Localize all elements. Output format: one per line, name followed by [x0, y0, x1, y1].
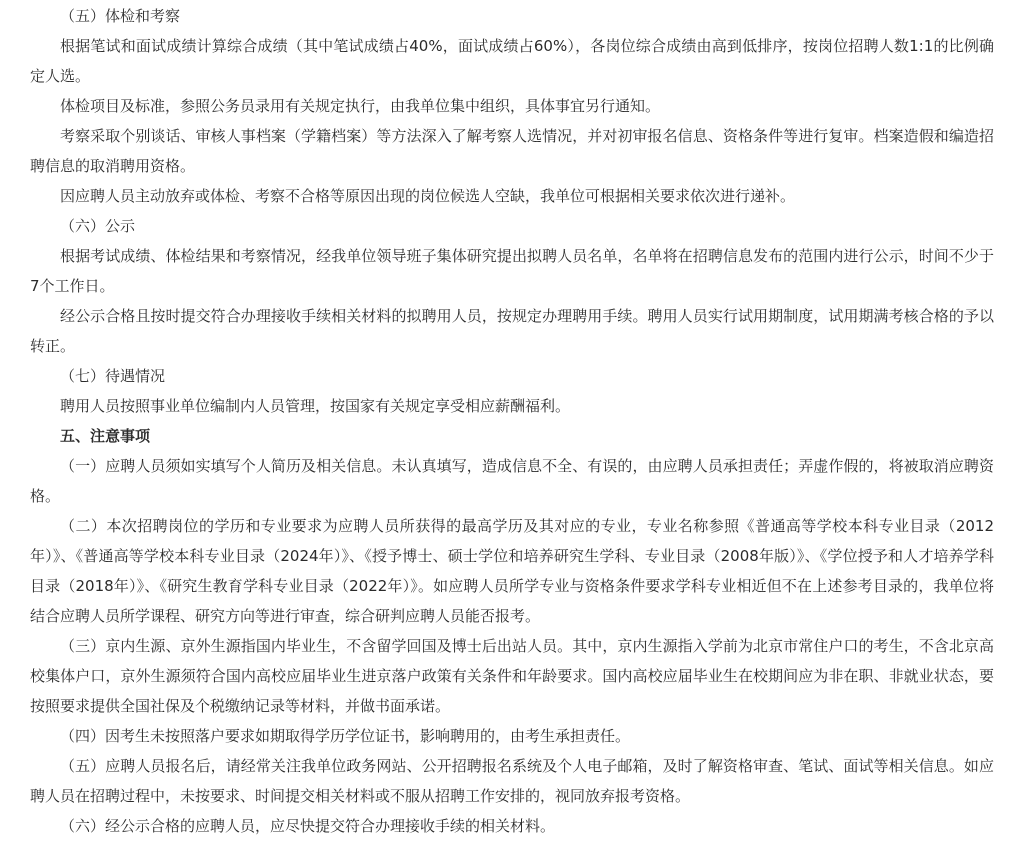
paragraph-note-3: （三）京内生源、京外生源指国内毕业生，不含留学回国及博士后出站人员。其中，京内生源指入学前为北京市常住户口的考生，不含北京高校集体户口，京外生源须符合国内高校应届毕业生进京落户政策有关条件和年龄要求。国内高校应届毕业生在校期间应为非在职、非就业状态，要按照要求提供全国社保及个税缴纳记录等材料，并做书面承诺。: [30, 637, 994, 715]
paragraph-note-6: （六）经公示合格的应聘人员，应尽快提交符合办理接收手续的相关材料。: [60, 817, 556, 835]
paragraph-employment-procedure: 经公示合格且按时提交符合办理接收手续相关材料的拟聘用人员，按规定办理聘用手续。聘用人员实行试用期制度，试用期满考核合格的予以转正。: [30, 307, 994, 355]
subheading-physical-exam: （五）体检和考察: [60, 7, 181, 25]
paragraph-note-1: （一）应聘人员须如实填写个人简历及相关信息。未认真填写，造成信息不全、有误的，由应聘人员承担责任；弄虚作假的，将被取消应聘资格。: [30, 457, 994, 505]
paragraph-note-2: （二）本次招聘岗位的学历和专业要求为应聘人员所获得的最高学历及其对应的专业，专业名称参照《普通高等学校本科专业目录（2012年）》、《普通高等学校本科专业目录（2024年）》、《授予博士、硕士学位和培养研究生学科、专业目录（2008年版）》、《学位授予和人才培养学科目录（2018年）》、《研究生教育学科专业目录（2022年）》。如应聘人员所学专业与资格条件要求学科专业相近但不在上述参考目录的，我单位将结合应聘人员所学课程、研究方向等进行审查，综合研判应聘人员能否报考。: [30, 517, 994, 625]
subheading-benefits: （七）待遇情况: [60, 367, 166, 385]
paragraph-benefits: 聘用人员按照事业单位编制内人员管理，按国家有关规定享受相应薪酬福利。: [60, 397, 571, 415]
paragraph-publicity-list: 根据考试成绩、体检结果和考察情况，经我单位领导班子集体研究提出拟聘人员名单，名单将在招聘信息发布的范围内进行公示，时间不少于7个工作日。: [30, 247, 994, 295]
paragraph-inspection-method: 考察采取个别谈话、审核人事档案（学籍档案）等方法深入了解考察人选情况，并对初审报名信息、资格条件等进行复审。档案造假和编造招聘信息的取消聘用资格。: [30, 127, 994, 175]
subheading-publicity: （六）公示: [60, 217, 136, 235]
section-heading-notes: 五、注意事项: [60, 427, 151, 445]
paragraph-vacancy-replacement: 因应聘人员主动放弃或体检、考察不合格等原因出现的岗位候选人空缺，我单位可根据相关要求依次进行递补。: [60, 187, 796, 205]
paragraph-note-5: （五）应聘人员报名后，请经常关注我单位政务网站、公开招聘报名系统及个人电子邮箱，及时了解资格审查、笔试、面试等相关信息。如应聘人员在招聘过程中，未按要求、时间提交相关材料或不服从招聘工作安排的，视同放弃报考资格。: [30, 757, 994, 805]
paragraph-score-ranking: 根据笔试和面试成绩计算综合成绩（其中笔试成绩占40%，面试成绩占60%），各岗位综合成绩由高到低排序，按岗位招聘人数1:1的比例确定人选。: [30, 37, 994, 85]
paragraph-note-4: （四）因考生未按照落户要求如期取得学历学位证书，影响聘用的，由考生承担责任。: [60, 727, 631, 745]
paragraph-exam-standards: 体检项目及标准，参照公务员录用有关规定执行，由我单位集中组织，具体事宜另行通知。: [60, 97, 661, 115]
